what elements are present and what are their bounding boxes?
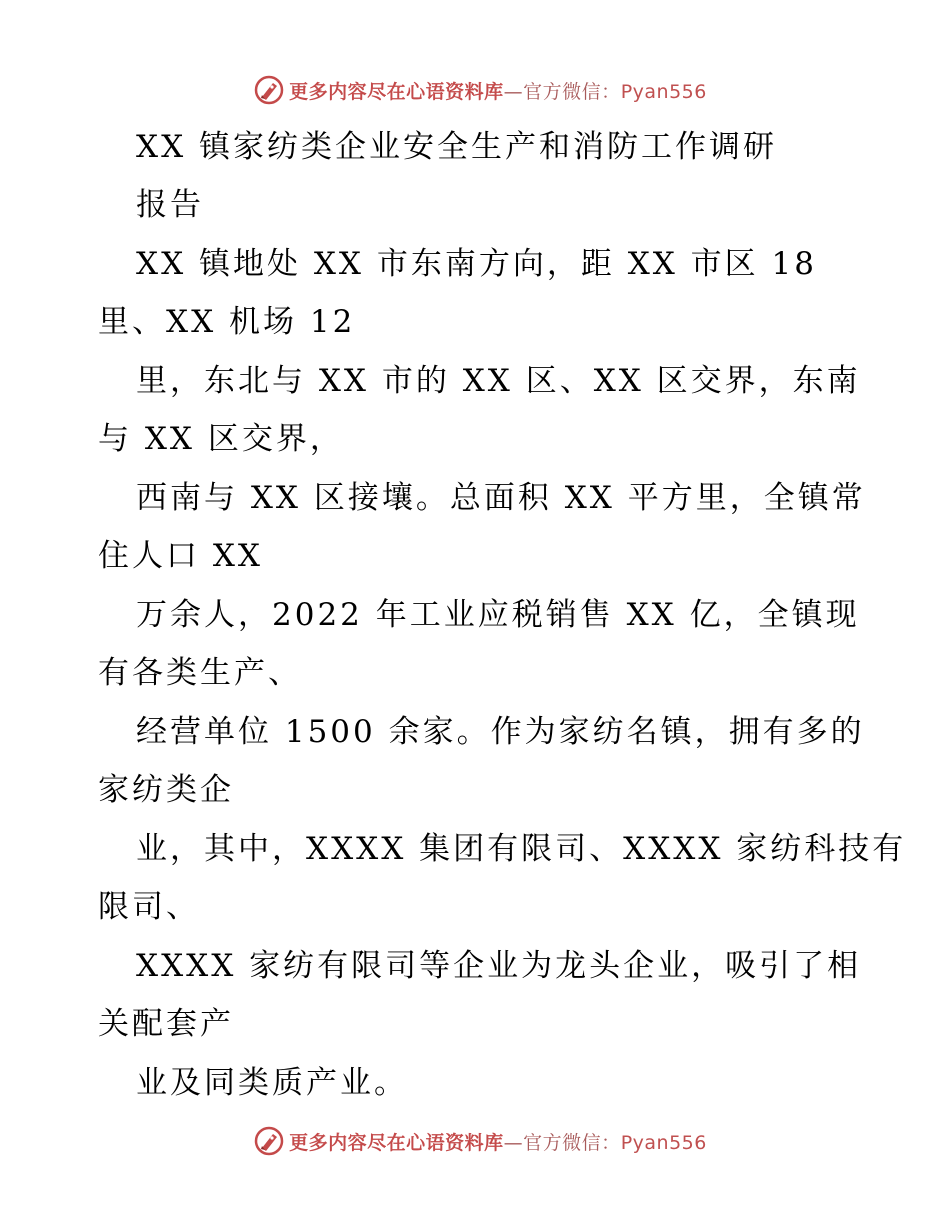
pen-nib-circle-icon <box>253 74 285 106</box>
paragraph-line: 家纺类企 <box>98 772 234 808</box>
paragraph-line: 有各类生产、 <box>98 655 302 691</box>
banner-content <box>253 1125 707 1157</box>
paragraph-line: 万余人，2022 年工业应税销售 XX 亿，全镇现 <box>136 597 860 633</box>
paragraph-line: 业及同类质产业。 <box>136 1065 408 1101</box>
banner-content <box>253 74 707 106</box>
banner-dash: — <box>503 1131 524 1154</box>
banner-dash: — <box>503 80 524 103</box>
paragraph-line: 西南与 XX 区接壤。总面积 XX 平方里，全镇常 <box>136 480 866 516</box>
banner-brand: 更多内容尽在心语资料库 <box>289 80 504 103</box>
paragraph-line: 里、XX 机场 12 <box>98 304 356 340</box>
banner-brand: 更多内容尽在心语资料库 <box>289 1131 504 1154</box>
title-line: 报告 <box>136 187 204 223</box>
paragraph-line: 业，其中，XXXX 集团有限司、XXXX 家纺科技有 <box>136 831 907 867</box>
paragraph-line: XX 镇地处 XX 市东南方向，距 XX 市区 18 <box>136 246 817 282</box>
title-line: XX 镇家纺类企业安全生产和消防工作调研 <box>136 129 777 165</box>
footer-banner <box>0 1121 950 1161</box>
header-banner <box>0 70 950 110</box>
banner-text <box>289 77 707 104</box>
banner-label: 官方微信： <box>523 1131 621 1154</box>
banner-handle: Pyan556 <box>620 1131 707 1154</box>
banner-label: 官方微信： <box>523 80 621 103</box>
paragraph-line: 与 XX 区交界， <box>98 421 344 457</box>
paragraph-line: 限司、 <box>98 889 200 925</box>
paragraph-line: 里，东北与 XX 市的 XX 区、XX 区交界，东南 <box>136 363 861 399</box>
paragraph-line: 关配套产 <box>98 1006 234 1042</box>
paragraph-line: 住人口 XX <box>98 538 263 574</box>
banner-text <box>289 1128 707 1155</box>
banner-handle: Pyan556 <box>620 80 707 103</box>
paragraph-line: 经营单位 1500 余家。作为家纺名镇，拥有多的 <box>136 714 865 750</box>
paragraph-line: XXXX 家纺有限司等企业为龙头企业，吸引了相 <box>136 948 862 984</box>
pen-nib-circle-icon <box>253 1125 285 1157</box>
